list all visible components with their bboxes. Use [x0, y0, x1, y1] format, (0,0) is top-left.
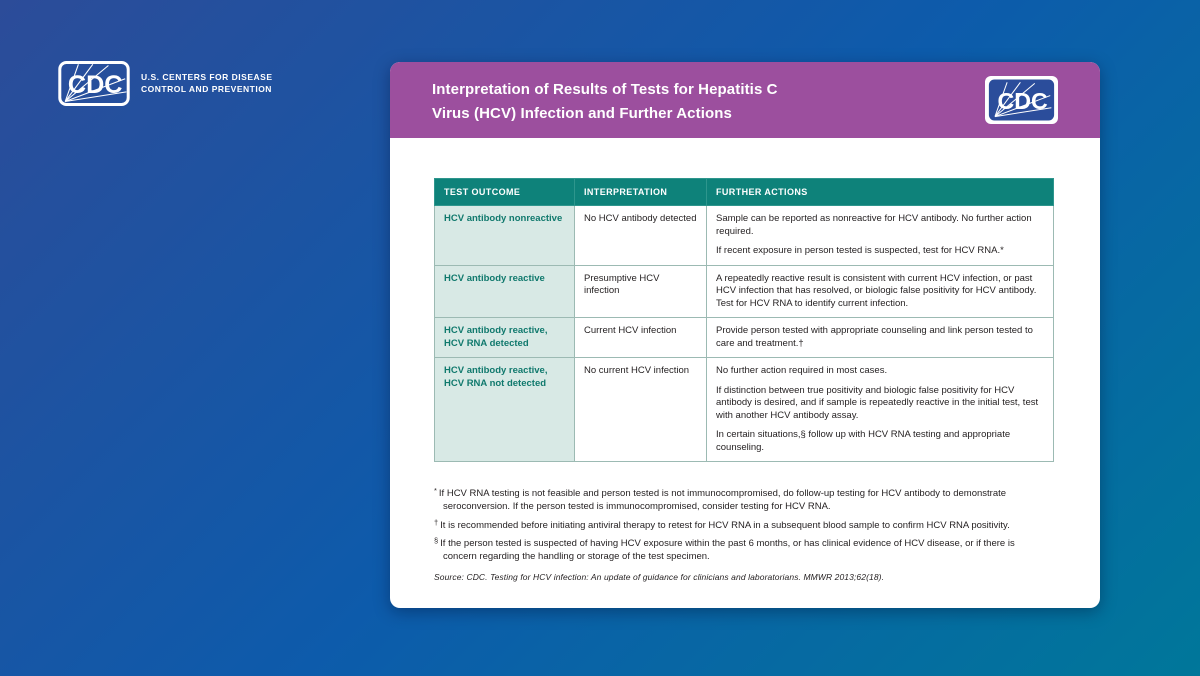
agency-name-line2: CONTROL AND PREVENTION [141, 83, 272, 94]
col-header-interpretation: INTERPRETATION [575, 179, 707, 206]
page-title-line1: Interpretation of Results of Tests for Hepatitis C [432, 81, 778, 98]
footnote-marker: § [434, 536, 439, 546]
source-citation: Source: CDC. Testing for HCV infection: An update of guidance for clinicians and laboratorians. MMWR 2013;62(18). [434, 572, 885, 582]
footnote-asterisk [434, 488, 1042, 513]
footnote-text: If the person tested is suspected of having HCV exposure within the past 6 months, or has clinical evidence of HCV disease, or if there is concern regarding the handling or storage of the test specimen. [440, 538, 1015, 562]
hcv-results-table [434, 178, 1054, 462]
table-row [435, 358, 1054, 462]
footnote-section [434, 538, 1042, 563]
card-body [390, 138, 1100, 563]
footnote-text: If HCV RNA testing is not feasible and person tested is not immunocompromised, do follow-up testing for HCV antibody to demonstrate seroconversion. If the person tested is immunocompromised, consider testing for HCV RNA. [438, 488, 1007, 512]
cell-paragraph: Provide person tested with appropriate counseling and link person tested to care and treatment.† [716, 325, 1033, 349]
actions-cell [707, 265, 1054, 318]
cdc-header-logo [985, 76, 1058, 124]
interpretation-cell: Presumptive HCV infection [575, 265, 707, 318]
cdc-corner-logo [58, 60, 273, 107]
actions-cell [707, 358, 1054, 462]
cdc-logo-icon [988, 79, 1055, 121]
cell-paragraph: If distinction between true positivity and biologic false positivity for HCV antibody is desired, and if sample is repeatedly reactive in the initial test, test with another HCV antibody assay. [716, 384, 1039, 421]
actions-cell [707, 206, 1054, 266]
outcome-cell: HCV antibody reactive [435, 265, 575, 318]
interpretation-cell: No current HCV infection [575, 358, 707, 462]
actions-cell [707, 318, 1054, 358]
col-header-further-actions: FURTHER ACTIONS [707, 179, 1054, 206]
outcome-cell: HCV antibody nonreactive [435, 206, 575, 266]
outcome-cell: HCV antibody reactive, HCV RNA detected [435, 318, 575, 358]
outcome-cell: HCV antibody reactive, HCV RNA not detected [435, 358, 575, 462]
footnote-marker: * [434, 486, 437, 496]
agency-name [141, 72, 273, 94]
table-header-row [435, 179, 1054, 206]
cdc-logo-text: CDC [67, 71, 123, 100]
footnotes [434, 488, 1042, 563]
table-row [435, 265, 1054, 318]
col-header-test-outcome: TEST OUTCOME [435, 179, 575, 206]
cell-paragraph: A repeatedly reactive result is consistent with current HCV infection, or past HCV infection that has resolved, or biologic false positivity for HCV antibody. Test for HCV RNA to identify current infection. [716, 272, 1037, 309]
cell-paragraph: If recent exposure in person tested is suspected, test for HCV RNA.* [716, 245, 1004, 257]
page-title [432, 78, 778, 127]
factsheet-card [390, 62, 1100, 608]
cell-paragraph: Sample can be reported as nonreactive for HCV antibody. No further action required. [716, 213, 1032, 237]
interpretation-cell: Current HCV infection [575, 318, 707, 358]
card-header [390, 62, 1100, 138]
footnote-dagger [434, 517, 1042, 533]
table-row [435, 206, 1054, 266]
footnote-text: It is recommended before initiating antiviral therapy to retest for HCV RNA in a subsequent blood sample to confirm HCV RNA positivity. [440, 519, 1010, 531]
agency-name-line1: U.S. CENTERS FOR DISEASE [141, 72, 273, 83]
cell-paragraph: In certain situations,§ follow up with HCV RNA testing and appropriate counseling. [716, 429, 1011, 453]
interpretation-cell: No HCV antibody detected [575, 206, 707, 266]
cell-paragraph: No further action required in most cases. [716, 365, 888, 377]
page-title-line2: Virus (HCV) Infection and Further Actions [432, 105, 732, 123]
table-row [435, 318, 1054, 358]
cdc-logo-icon [58, 60, 130, 107]
cdc-logo-text: CDC [997, 87, 1048, 114]
footnote-marker: † [434, 517, 439, 527]
